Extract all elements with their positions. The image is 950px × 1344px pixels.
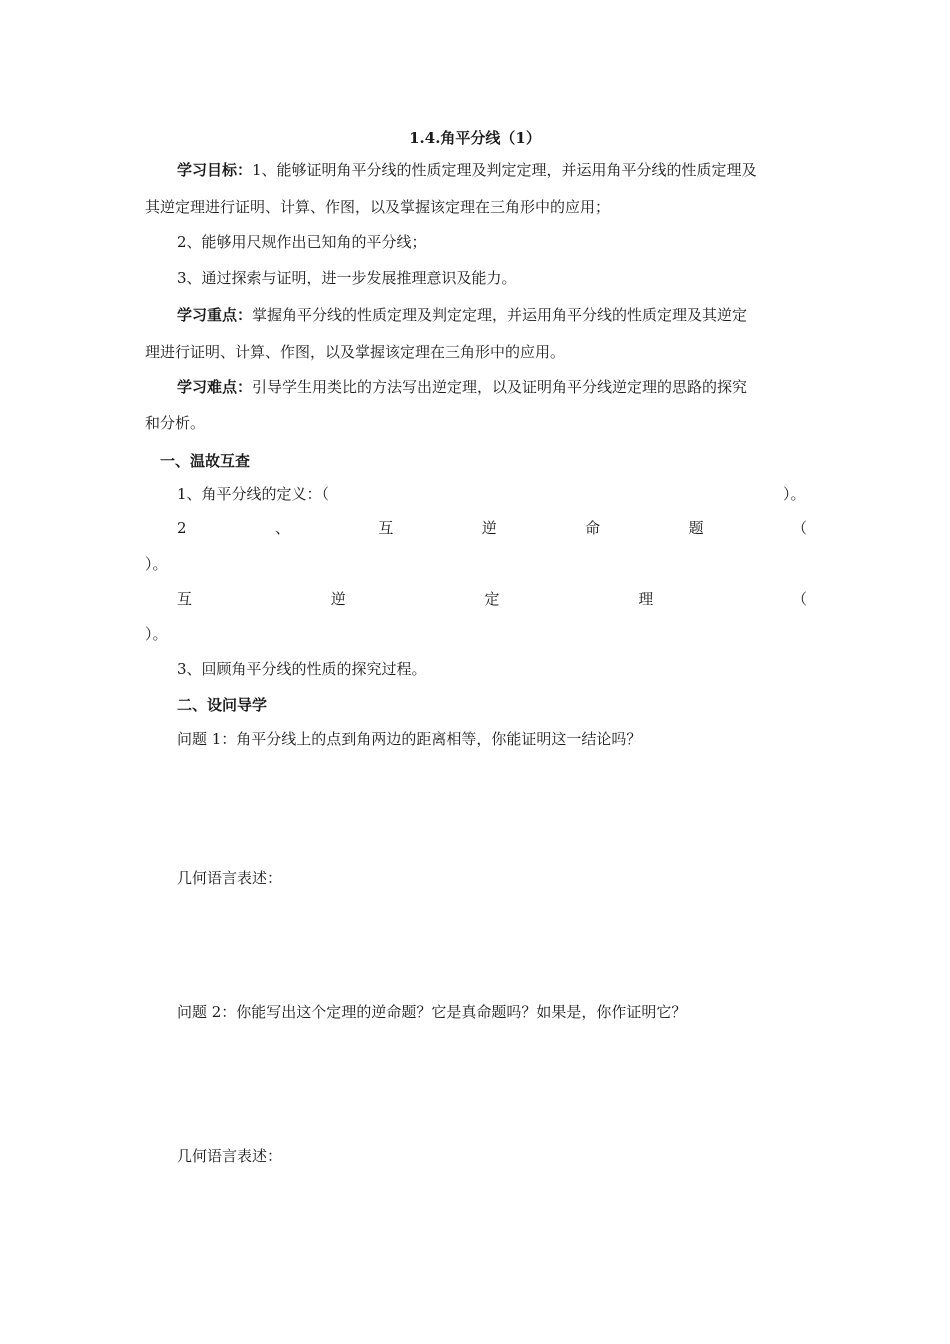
section2-heading: 二、设问导学: [177, 696, 268, 714]
review-q2-line: [177, 518, 807, 538]
q2-char: 2: [177, 519, 187, 537]
q2-char: 、: [274, 519, 290, 537]
difficulties-text: 引导学生用类比的方法写出逆定理，以及证明角平分线逆定理的思路的探究: [252, 378, 748, 396]
section1-heading: 一、温故互查: [160, 452, 251, 470]
difficulties-line-1: [177, 377, 747, 397]
objectives-item1-text: 1、能够证明角平分线的性质定理及判定定理，并运用角平分线的性质定理及: [252, 161, 757, 179]
review-q1-end: ）。: [783, 485, 806, 503]
question-1: 问题 1：角平分线上的点到角两边的距离相等，你能证明这一结论吗？: [177, 730, 642, 748]
q2-char: 题: [688, 519, 704, 537]
objectives-item-2: 2、能够用尺规作出已知角的平分线；: [177, 233, 427, 251]
q2-char: 命: [585, 519, 601, 537]
q2b-char: （: [791, 590, 807, 608]
question-2: 问题 2：你能写出这个定理的逆命题？它是真命题吗？如果是，你作证明它？: [177, 1003, 687, 1021]
q2-char: 逆: [481, 519, 497, 537]
objectives-label: 学习目标：: [177, 161, 253, 179]
objectives-item-3: 3、通过探索与证明，进一步发展推理意识及能力。: [177, 269, 517, 287]
key-points-line-2: 理进行证明、计算、作图，以及掌握该定理在三角形中的应用。: [145, 343, 566, 361]
objectives-line-1: [177, 160, 757, 180]
q2b-char: 定: [484, 590, 500, 608]
q2-char: （: [791, 519, 807, 537]
difficulties-label: 学习难点：: [177, 378, 253, 396]
q2-char: 互: [378, 519, 394, 537]
key-points-label: 学习重点：: [177, 306, 253, 324]
geometric-statement-1: 几何语言表述：: [177, 869, 283, 887]
review-q2b-line: [177, 589, 807, 609]
geometric-statement-2: 几何语言表述：: [177, 1147, 283, 1165]
key-points-text: 掌握角平分线的性质定理及判定定理，并运用角平分线的性质定理及其逆定: [252, 306, 748, 324]
key-points-line-1: [177, 305, 747, 325]
q2b-char: 互: [177, 590, 193, 608]
review-q3: 3、回顾角平分线的性质的探究过程。: [177, 660, 427, 678]
review-q2b-end: ）。: [145, 625, 168, 643]
review-q2-end: ）。: [145, 555, 168, 573]
q2b-char: 逆: [330, 590, 346, 608]
objectives-line-2: 其逆定理进行证明、计算、作图，以及掌握该定理在三角形中的应用；: [145, 198, 611, 216]
page-title: 1.4.角平分线（1）: [409, 129, 541, 147]
q2b-char: 理: [638, 590, 654, 608]
difficulties-line-2: 和分析。: [145, 414, 206, 432]
review-q1-start: 1、角平分线的定义：（: [177, 485, 330, 503]
